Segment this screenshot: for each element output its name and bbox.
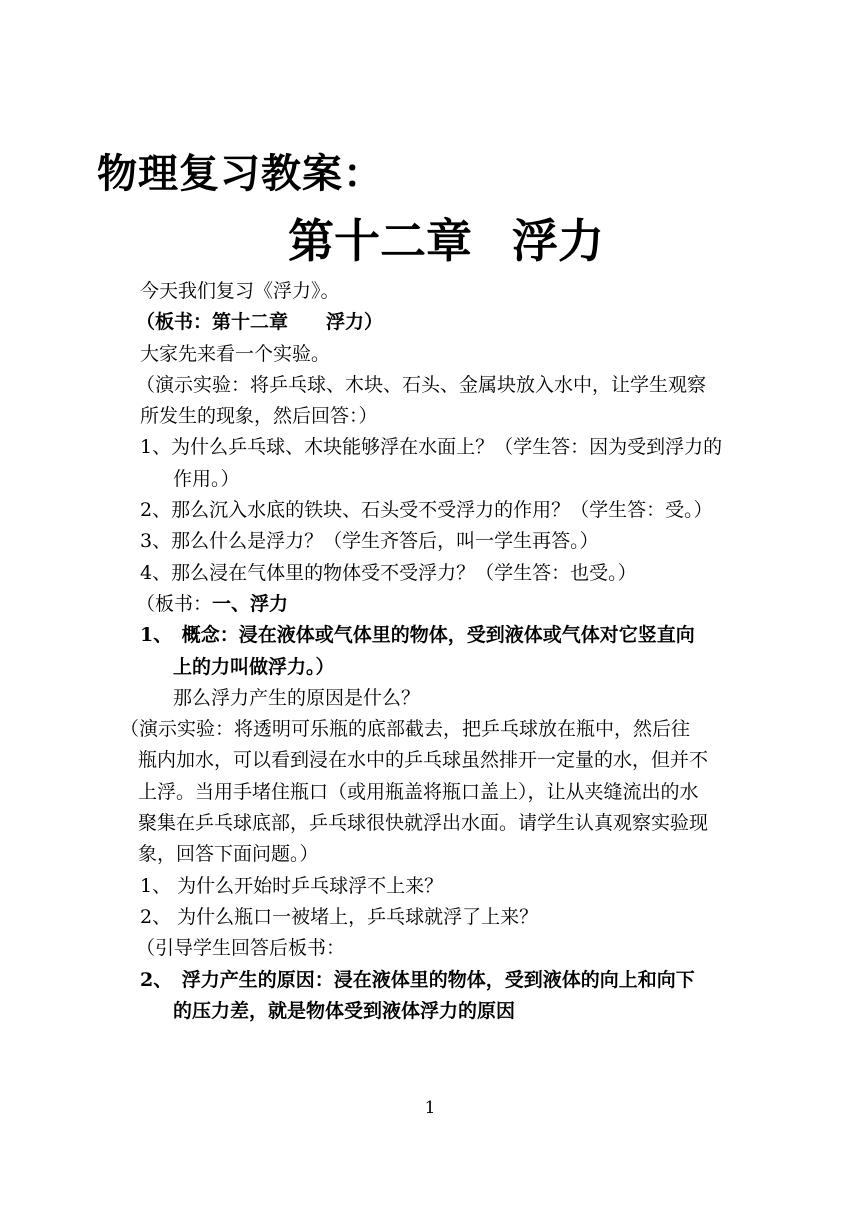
question-1-continued: 作用。）	[173, 467, 240, 490]
page-number: 1	[424, 1098, 436, 1118]
concept-definition-continued: 上的力叫做浮力。）	[173, 655, 335, 678]
chapter-heading	[288, 214, 604, 269]
demo-experiment-2: （演示实验：将透明可乐瓶的底部截去，把乒乓球放在瓶中，然后往	[120, 718, 691, 741]
demo-experiment-2-line-3: 上浮。当用手堵住瓶口（或用瓶盖将瓶口盖上），让从夹缝流出的水	[138, 780, 699, 803]
experiment-question-1: 1、 为什么开始时乒乓球浮不上来？	[140, 874, 444, 897]
cause-definition-continued: 的压力差，就是物体受到液体浮力的原因	[173, 999, 516, 1022]
experiment-intro-line: 大家先来看一个实验。	[140, 342, 331, 365]
demo-experiment-line: （演示实验：将乒乓球、木块、石头、金属块放入水中，让学生观察	[136, 373, 707, 396]
experiment-question-2: 2、 为什么瓶口一被堵上，乒乓球就浮了上来？	[140, 905, 539, 928]
board-note-prefix: （板书：	[136, 592, 213, 615]
demo-experiment-2-line-2: 瓶内加水，可以看到浸在水中的乒乓球虽然排开一定量的水，但并不	[138, 749, 709, 772]
demo-experiment-2-line-4: 聚集在乒乓球底部，乒乓球很快就浮出水面。请学生认真观察实验现	[138, 812, 709, 835]
chapter-topic: 浮力	[512, 214, 604, 268]
question-2: 2、那么沉入水底的铁块、石头受不受浮力的作用？（学生答：受。）	[140, 499, 713, 522]
question-1: 1、为什么乒乓球、木块能够浮在水面上？（学生答：因为受到浮力的	[140, 436, 723, 459]
intro-line: 今天我们复习《浮力》。	[140, 280, 340, 302]
chapter-number: 第十二章	[288, 214, 472, 268]
cause-question: 那么浮力产生的原因是什么？	[173, 686, 421, 709]
section-heading-buoyancy: 一、浮力	[212, 592, 289, 615]
cause-definition: 2、 浮力产生的原因：浸在液体里的物体，受到液体的向上和向下	[140, 968, 695, 991]
board-note-heading	[136, 589, 790, 620]
demo-experiment-2-line-5: 象，回答下面问题。）	[138, 843, 319, 866]
question-4: 4、那么浸在气体里的物体受不受浮力？（学生答：也受。）	[140, 561, 637, 584]
board-note-line: （板书：第十二章 浮力）	[136, 311, 384, 334]
guidance-note: （引导学生回答后板书：	[136, 937, 346, 960]
concept-definition: 1、 概念：浸在液体或气体里的物体，受到液体或气体对它竖直向	[140, 624, 695, 647]
document-title: 物理复习教案：	[97, 150, 384, 197]
lesson-body	[120, 276, 790, 1027]
question-3: 3、那么什么是浮力？（学生齐答后，叫一学生再答。）	[140, 530, 599, 553]
demo-experiment-continued: 所发生的现象，然后回答：）	[140, 405, 378, 428]
